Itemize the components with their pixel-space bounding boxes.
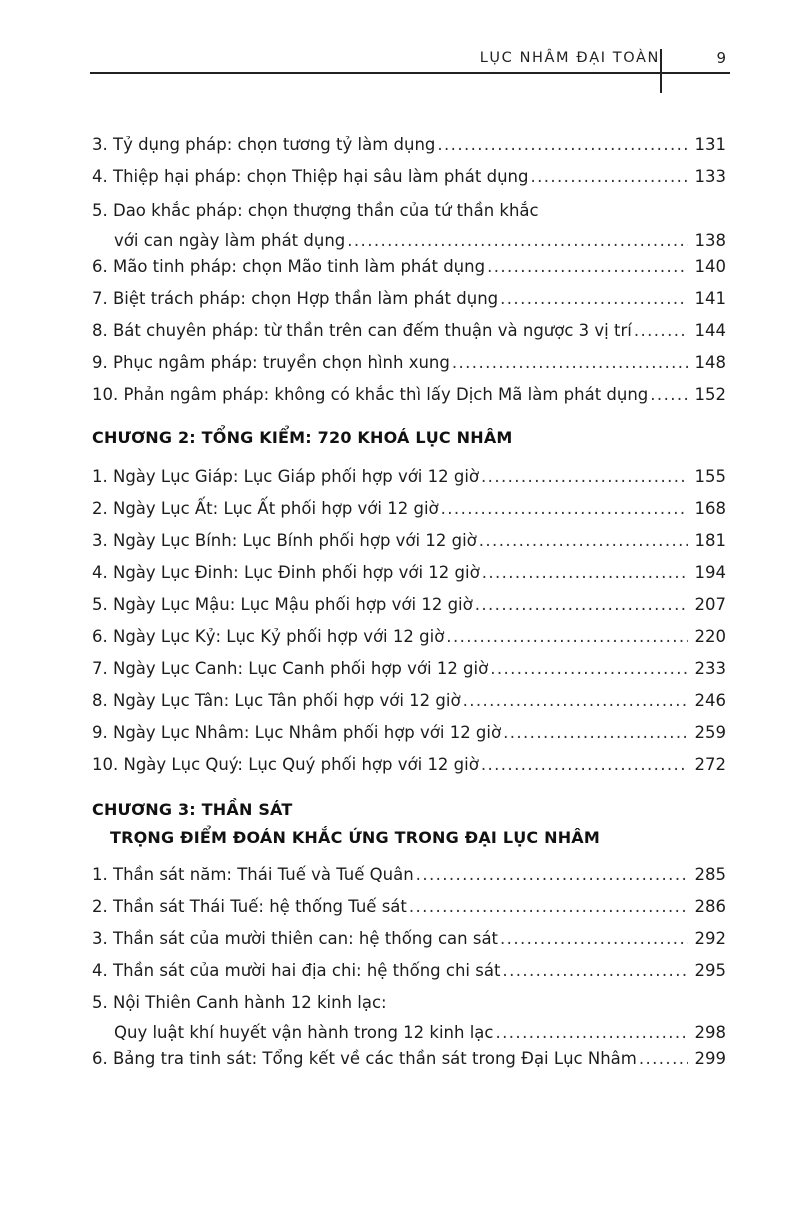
entry-title: 7. Ngày Lục Canh: Lục Canh phối hợp với 12 giờ [92, 659, 489, 678]
entry-title: 1. Thần sát năm: Thái Tuế và Tuế Quân [92, 865, 414, 884]
entry-page-number: 141 [694, 289, 726, 308]
toc-entry [92, 320, 726, 342]
entry-title: 9. Ngày Lục Nhâm: Lục Nhâm phối hợp với 12 giờ [92, 723, 502, 742]
chapter-3-subheading: TRỌNG ĐIỂM ĐOÁN KHẮC ỨNG TRONG ĐẠI LỤC NHÂM [110, 828, 601, 847]
entry-title: 5. Nội Thiên Canh hành 12 kinh lạc: [92, 993, 387, 1012]
toc-entry [92, 166, 726, 188]
entry-title: 10. Phản ngâm pháp: không có khắc thì lấy Dịch Mã làm phát dụng [92, 385, 649, 404]
entry-title: 10. Ngày Lục Quý: Lục Quý phối hợp với 12 giờ [92, 755, 479, 774]
entry-title: 4. Thiệp hại pháp: chọn Thiệp hại sâu làm phát dụng [92, 167, 529, 186]
entry-title: 3. Tỷ dụng pháp: chọn tương tỷ làm dụng [92, 135, 436, 154]
entry-page-number: 285 [694, 865, 726, 884]
entry-title: 6. Ngày Lục Kỷ: Lục Kỷ phối hợp với 12 giờ [92, 627, 445, 646]
entry-page-number: 138 [694, 231, 726, 250]
running-head [90, 50, 730, 78]
entry-page-number: 168 [694, 499, 726, 518]
toc-entry [92, 722, 726, 744]
entry-title: 6. Bảng tra tinh sát: Tổng kết về các thần sát trong Đại Lục Nhâm [92, 1049, 637, 1068]
toc-entry [92, 690, 726, 712]
dot-leader [500, 288, 688, 310]
running-head-title: LỤC NHÂM ĐẠI TOÀN [479, 50, 660, 66]
header-rule [90, 72, 730, 74]
entry-title: 3. Thần sát của mười thiên can: hệ thống can sát [92, 929, 499, 948]
dot-leader [487, 256, 688, 278]
toc-entry [92, 134, 726, 156]
toc-entry [92, 754, 726, 776]
entry-page-number: 286 [694, 897, 726, 916]
dot-leader [463, 690, 688, 712]
entry-page-number: 181 [694, 531, 726, 550]
dot-leader [650, 384, 688, 406]
dot-leader [495, 1022, 688, 1044]
entry-title: 7. Biệt trách pháp: chọn Hợp thần làm phát dụng [92, 289, 499, 308]
dot-leader [347, 230, 688, 252]
dot-leader [475, 594, 688, 616]
entry-title: 2. Thần sát Thái Tuế: hệ thống Tuế sát [92, 897, 407, 916]
entry-page-number: 133 [694, 167, 726, 186]
toc-entry [92, 530, 726, 552]
toc-entry [92, 288, 726, 310]
entry-page-number: 144 [694, 321, 726, 340]
dot-leader [481, 466, 688, 488]
toc-entry [92, 992, 726, 1044]
dot-leader [490, 658, 688, 680]
toc-entry [92, 352, 726, 374]
dot-leader [446, 626, 688, 648]
entry-title: 4. Ngày Lục Đinh: Lục Đinh phối hợp với 12 giờ [92, 563, 480, 582]
toc-entry [92, 200, 726, 252]
dot-leader [452, 352, 688, 374]
dot-leader [639, 1048, 688, 1070]
toc-entry [92, 594, 726, 616]
toc-entry [92, 256, 726, 278]
chapter-3-heading: CHƯƠNG 3: THẦN SÁT [92, 800, 293, 819]
toc-entry [92, 658, 726, 680]
entry-page-number: 298 [694, 1023, 726, 1042]
toc-entry [92, 928, 726, 950]
dot-leader [500, 928, 688, 950]
entry-page-number: 292 [694, 929, 726, 948]
dot-leader [409, 896, 688, 918]
entry-page-number: 140 [694, 257, 726, 276]
entry-title: 5. Ngày Lục Mậu: Lục Mậu phối hợp với 12 giờ [92, 595, 473, 614]
entry-page-number: 194 [694, 563, 726, 582]
entry-title: 3. Ngày Lục Bính: Lục Bính phối hợp với 12 giờ [92, 531, 477, 550]
dot-leader [437, 134, 688, 156]
toc-entry [92, 960, 726, 982]
entry-page-number: 233 [694, 659, 726, 678]
dot-leader [502, 960, 688, 982]
entry-title-continued: Quy luật khí huyết vận hành trong 12 kinh lạc [114, 1023, 494, 1042]
dot-leader [634, 320, 688, 342]
entry-title: 9. Phục ngâm pháp: truyền chọn hình xung [92, 353, 450, 372]
entry-page-number: 295 [694, 961, 726, 980]
dot-leader [441, 498, 688, 520]
entry-title-continued: với can ngày làm phát dụng [114, 231, 346, 250]
dot-leader [503, 722, 688, 744]
entry-page-number: 299 [694, 1049, 726, 1068]
toc-entry [92, 466, 726, 488]
entry-title: 2. Ngày Lục Ất: Lục Ất phối hợp với 12 giờ [92, 499, 439, 518]
entry-title: 4. Thần sát của mười hai địa chi: hệ thống chi sát [92, 961, 501, 980]
entry-title: 1. Ngày Lục Giáp: Lục Giáp phối hợp với 12 giờ [92, 467, 480, 486]
toc-entry [92, 1048, 726, 1070]
entry-title: 8. Ngày Lục Tân: Lục Tân phối hợp với 12 giờ [92, 691, 461, 710]
toc-entry [92, 498, 726, 520]
entry-page-number: 131 [694, 135, 726, 154]
dot-leader [482, 562, 688, 584]
entry-title: 8. Bát chuyên pháp: từ thần trên can đếm thuận và ngược 3 vị trí [92, 321, 632, 340]
toc-entry [92, 384, 726, 406]
toc-entry [92, 562, 726, 584]
dot-leader [530, 166, 688, 188]
entry-page-number: 272 [694, 755, 726, 774]
entry-page-number: 259 [694, 723, 726, 742]
toc-entry [92, 896, 726, 918]
entry-page-number: 246 [694, 691, 726, 710]
dot-leader [481, 754, 688, 776]
entry-page-number: 148 [694, 353, 726, 372]
running-head-separator [660, 49, 662, 93]
entry-page-number: 207 [694, 595, 726, 614]
page-number: 9 [716, 49, 726, 67]
entry-page-number: 220 [694, 627, 726, 646]
dot-leader [416, 864, 688, 886]
entry-page-number: 155 [694, 467, 726, 486]
toc-entry [92, 864, 726, 886]
dot-leader [479, 530, 688, 552]
entry-title: 6. Mão tinh pháp: chọn Mão tinh làm phát dụng [92, 257, 486, 276]
toc-entry [92, 626, 726, 648]
entry-page-number: 152 [694, 385, 726, 404]
chapter-2-heading: CHƯƠNG 2: TỔNG KIỂM: 720 KHOÁ LỤC NHÂM [92, 428, 513, 447]
entry-title: 5. Dao khắc pháp: chọn thượng thần của tứ thần khắc [92, 201, 539, 220]
